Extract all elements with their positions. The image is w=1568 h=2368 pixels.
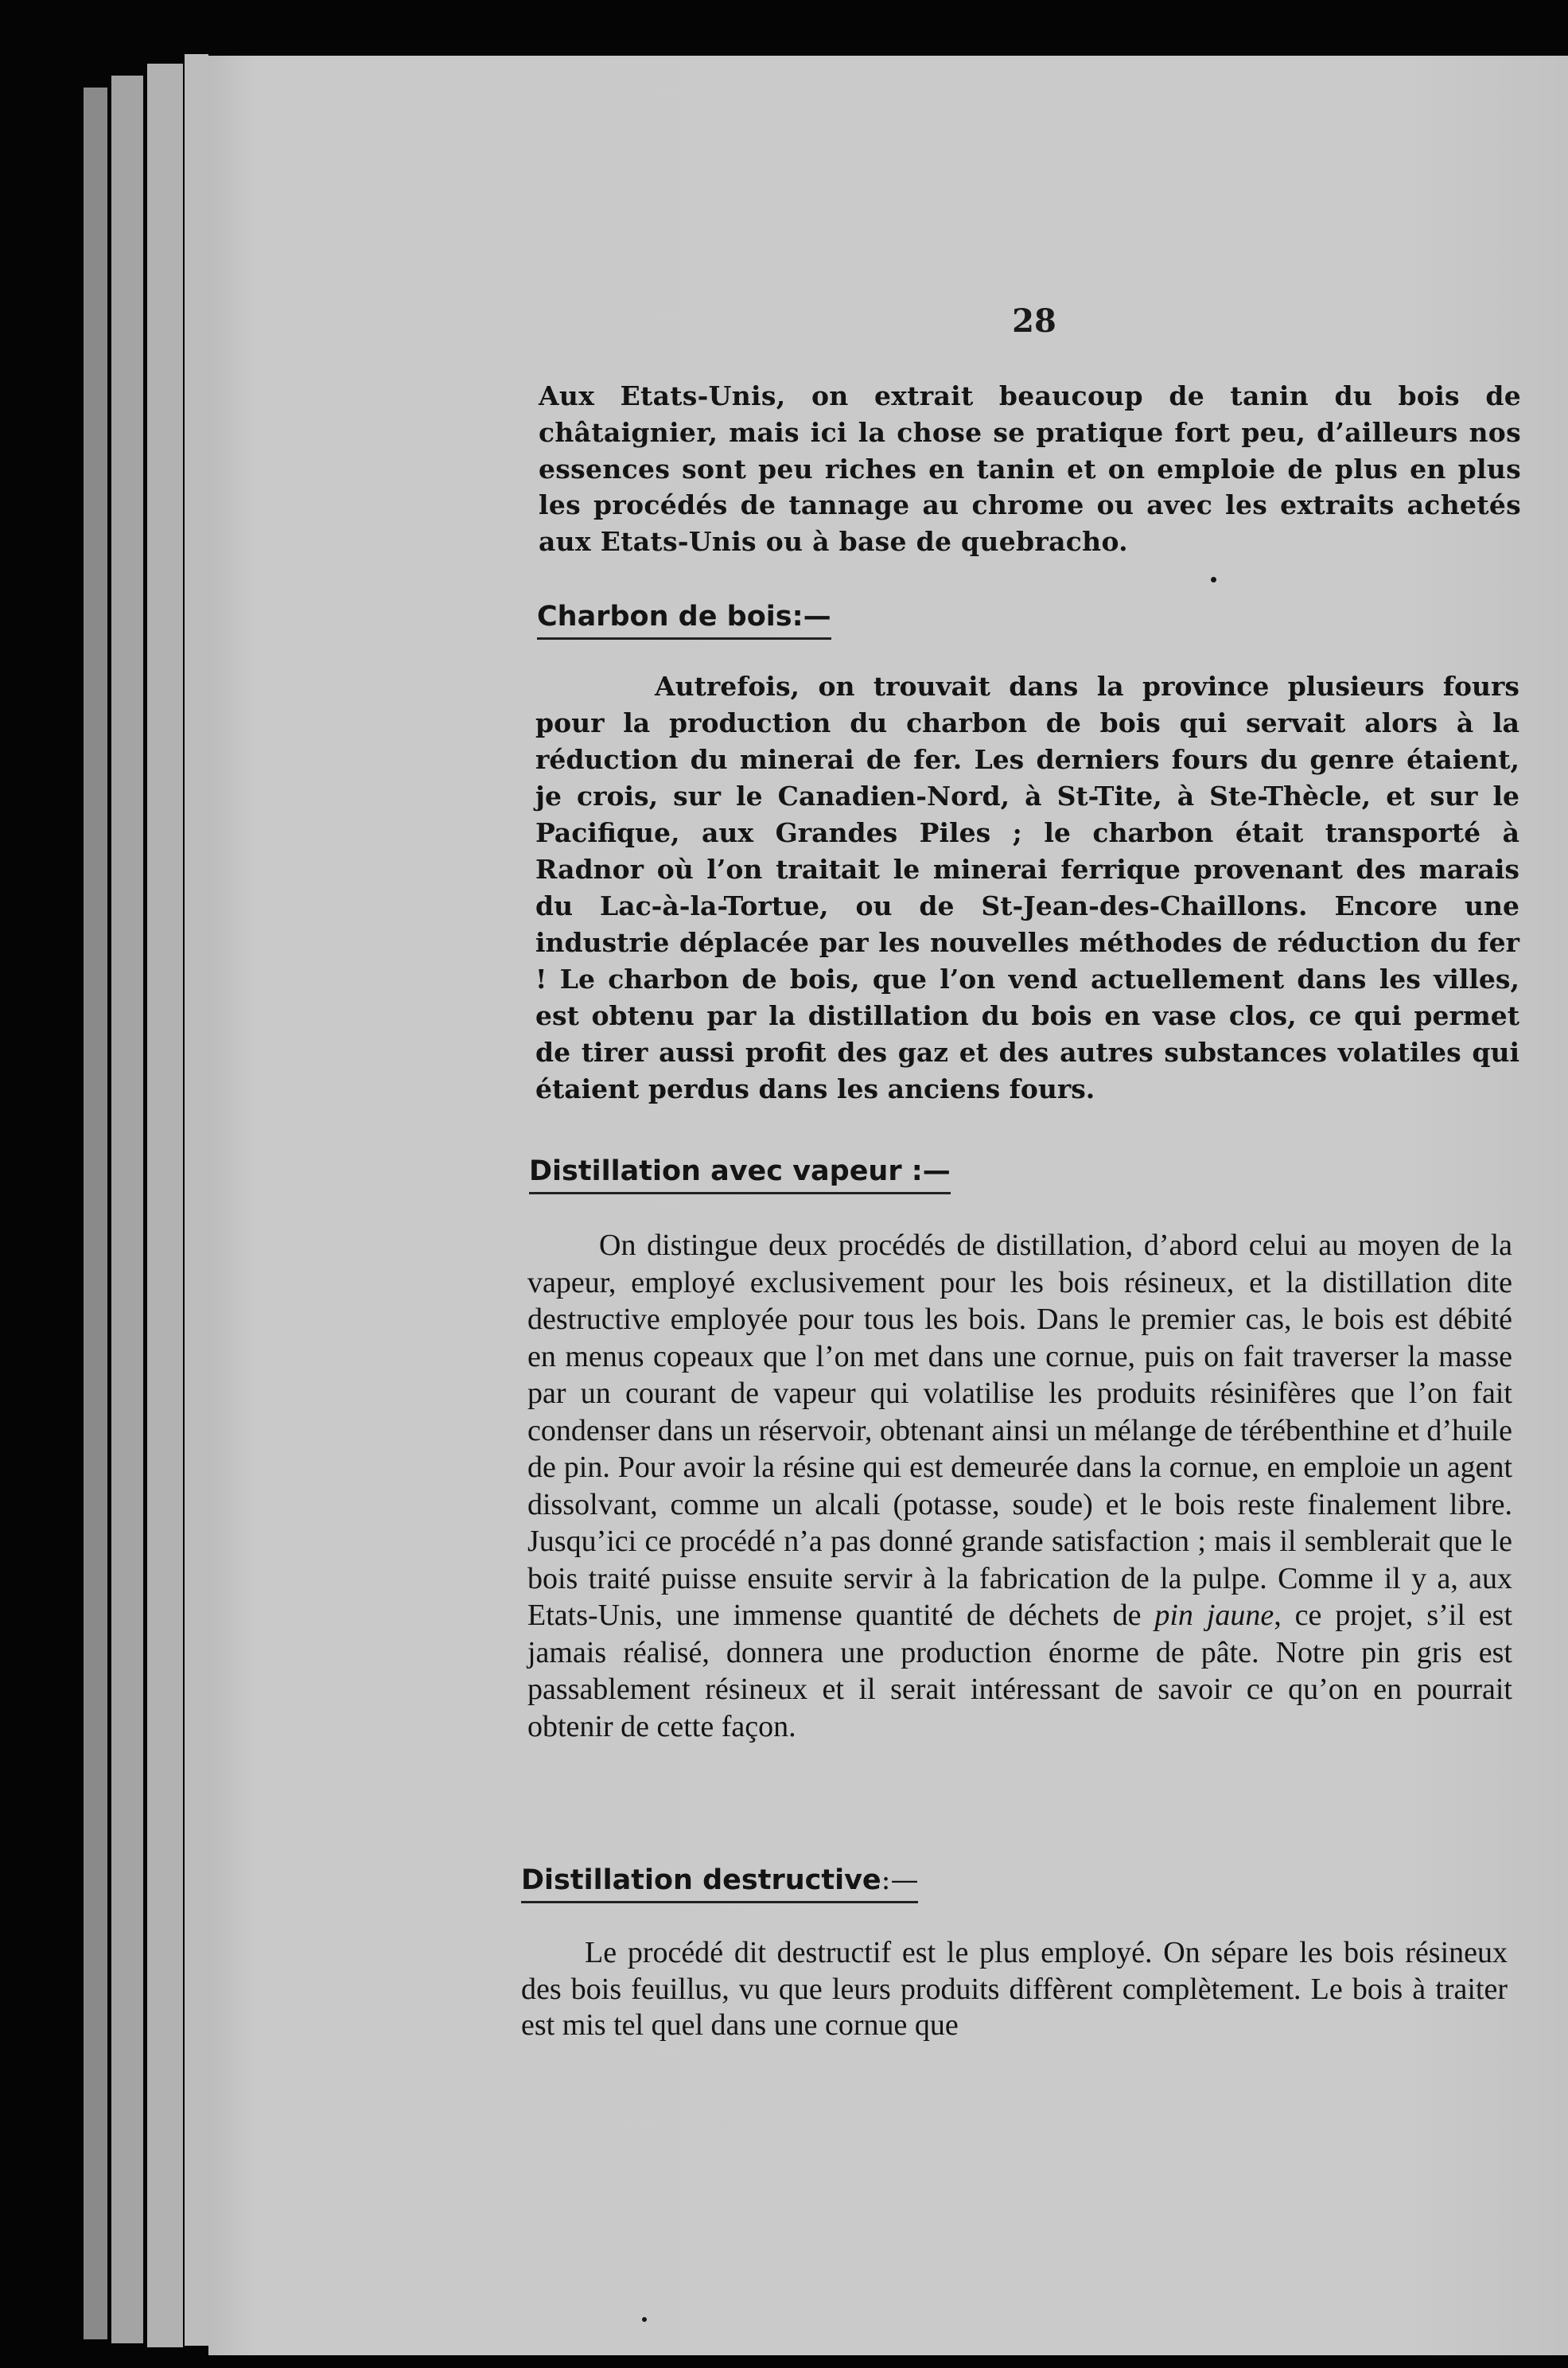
paragraph-charbon-text: Autrefois, on trouvait dans la province plusieurs fours pour la production du charbon de bois qui servait alors à la réduction du minerai de fer. Les derniers fours du genre étaient, je crois, sur le Canadien-Nord, à St-Tite, à Ste-Thècle, et sur le Pacifique, aux Grandes Piles ; le charbon était transporté à Radnor où l’on traitait le minerai ferrique provenant des marais du Lac-à-la-Tortue, ou de St-Jean-des-Chaillons. Encore une industrie déplacée par les nouvelles méthodes de réduction du fer ! Le charbon de bois, que l’on vend actuellement dans les villes, est obtenu par la distillation du bois en vase clos, ce qui permet de tirer aussi profit des gaz et des autres substances volatiles qui étaient perdus dans les anciens fours. — [535, 671, 1519, 1104]
heading-distillation-avec-vapeur — [529, 1155, 951, 1194]
page-number: 28 — [1012, 302, 1056, 340]
document-page — [208, 56, 1568, 2355]
heading-text: Charbon de bois — [537, 601, 792, 633]
paragraph-vapeur-text-2: , ce projet, s’il est jamais réalisé, donnera une production énorme de pâte. Notre pin gris est passablement résineux et il serait intéressant de savoir ce qu’on en pourrait obtenir de cette façon. — [527, 1599, 1513, 1743]
paragraph-vapeur-text-1: On distingue deux procédés de distillation, d’abord celui au moyen de la vapeur, employé exclusivement pour les bois résineux, et la distillation dite destructive employée pour tous les bois. Dans le premier cas, le bois est débité en menus copeaux que l’on met dans une cornue, puis on fait traverser la masse par un courant de vapeur qui volatilise les produits résinifères que l’on fait condenser dans un réservoir, obtenant ainsi un mélange de térébenthine et d’huile de pin. Pour avoir la résine qui est demeurée dans la cornue, en emploie un agent dissolvant, comme un alcali (potasse, soude) et le bois reste finalement libre. Jusqu’ici ce procédé n’a pas donné grande satisfaction ; mais il semblerait que le bois traité puisse ensuite servir à la fabrication de la pulpe. Comme il y a, aux Etats-Unis, une immense quantité de déchets de — [527, 1229, 1512, 1632]
paragraph-distillation-destructive — [521, 1935, 1508, 2044]
heading-text: Distillation avec vapeur — [529, 1155, 902, 1187]
heading-distillation-destructive — [521, 1864, 918, 1903]
page-stack-edge — [185, 54, 208, 2346]
heading-suffix: :— — [901, 1155, 951, 1187]
heading-suffix: :— — [792, 601, 831, 633]
paragraph-charbon — [535, 668, 1519, 1108]
page-stack-edge — [111, 76, 143, 2343]
paragraph-vapeur-italic: pin jaune — [1154, 1599, 1274, 1632]
heading-charbon-de-bois — [537, 601, 831, 640]
paragraph-intro: Aux Etats-Unis, on extrait beaucoup de tanin du bois de châtaignier, mais ici la chose se pratique fort peu, d’ailleurs nos essences sont peu riches en tanin et on emploie de plus en plus les procédés de tannage au chrome ou avec les extraits achetés aux Etats-Unis ou à base de quebracho. — [539, 380, 1521, 558]
heading-suffix: :— — [881, 1864, 919, 1896]
paragraph-destructive-text: Le procédé dit destructif est le plus employé. On sépare les bois résineux des bois feuillus, vu que leurs produits diffèrent complètement. Le bois à traiter est mis tel quel dans une cornue que — [521, 1936, 1508, 2042]
speck-mark — [642, 2317, 647, 2322]
speck-mark — [1211, 577, 1216, 582]
heading-text: Distillation destructive — [521, 1864, 881, 1896]
paragraph-distillation-vapeur — [527, 1227, 1512, 1745]
page-stack-edge — [147, 64, 183, 2347]
page-stack-edge — [84, 88, 107, 2339]
